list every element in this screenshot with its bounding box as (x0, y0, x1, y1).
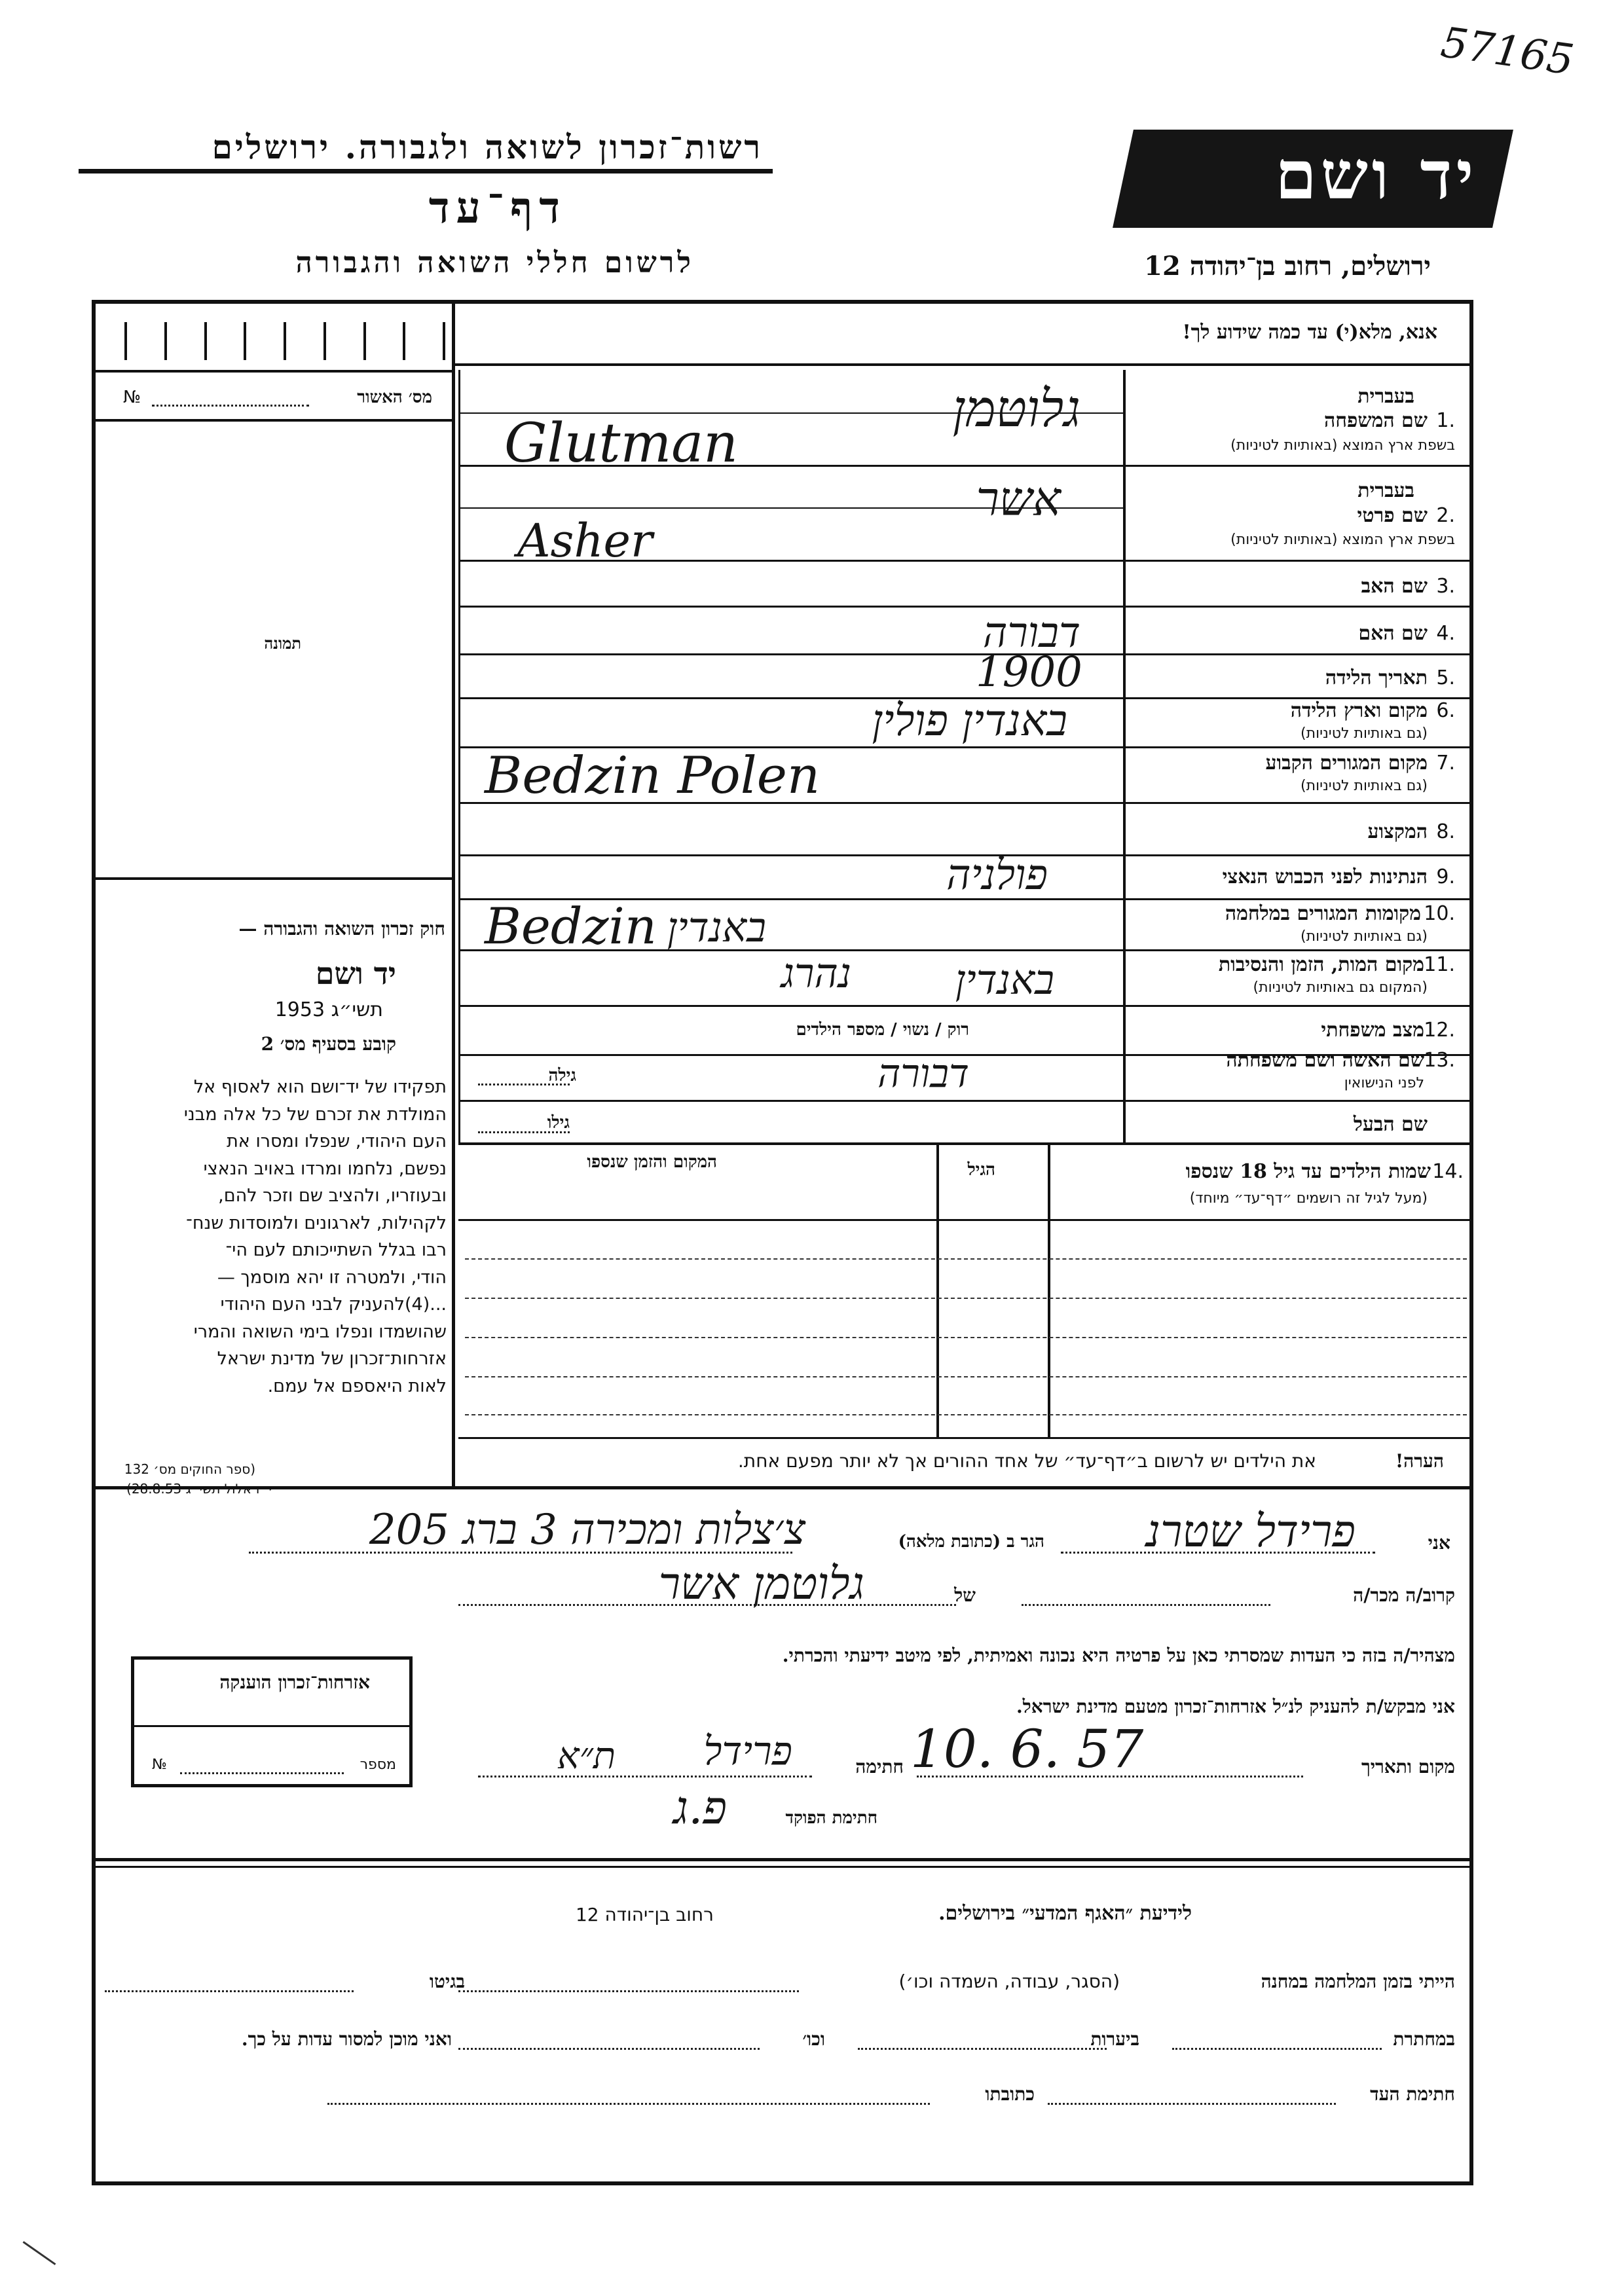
yad-vashem-address: ירושלים, רחוב בן־יהודה 12 (1144, 251, 1431, 282)
hw-death-place: באנדין (955, 956, 1054, 1004)
hw-wife: דבורה (877, 1051, 969, 1097)
children-row[interactable] (465, 1258, 1467, 1260)
decl-place-date-label: מקום ותאריך (1361, 1756, 1455, 1777)
field-1-hebrew-tag: בעברית (1357, 385, 1414, 408)
field-11-sub: (המקום גם באותיות לטיניות) (1253, 979, 1428, 996)
law-text-block (93, 1074, 447, 1400)
hw-place: ת״א (557, 1735, 616, 1777)
field-7-number: 7. (1436, 752, 1455, 774)
note-text: את הילדים יש לרשום ב״דף־עד״ של אחד ההורים אך לא יותר מפעם אחת. (737, 1450, 1316, 1472)
decl-of-label: של (954, 1584, 976, 1606)
field-9-label: הנתינות לפני הכבוש הנאצי (1222, 866, 1428, 888)
children-divider-2 (1048, 1142, 1050, 1437)
decl-i-label: אני (1428, 1532, 1450, 1554)
field-3-number: 3. (1436, 575, 1455, 598)
hw-date: 10. 6. 57 (910, 1719, 1144, 1779)
citizenship-field[interactable] (180, 1772, 344, 1774)
children-header-sub: (מעל לגיל זה רושמים ״דף־עד״ מיוחד) (1189, 1190, 1428, 1207)
field-4-label: שם האם (1358, 622, 1428, 645)
left-column-divider (452, 300, 455, 1486)
children-header-names: שמות הילדים עד גיל 18 שנספו (1185, 1160, 1431, 1183)
document-number: 57165 (1437, 18, 1577, 85)
wife-age-field[interactable] (478, 1084, 570, 1085)
children-header-place: המקום והזמן שנספו (587, 1152, 717, 1172)
children-bottom-rule (458, 1437, 1473, 1439)
field-3-label: שם האב (1361, 575, 1428, 598)
footer-line2-etc: וכו׳ (802, 2028, 825, 2050)
decl-signature-field[interactable] (478, 1776, 812, 1777)
org-underline (79, 169, 773, 173)
footer-address-field[interactable] (327, 2103, 930, 2105)
hw-mother: דבורה (982, 609, 1080, 657)
footer-etc-field[interactable] (458, 2048, 760, 2050)
footer-line1-end: בגיטו (429, 1971, 465, 1992)
decl-request: אני מבקש/ת להעניק לנ״ל אזרחות־זכרון מטעם מדינת ישראל. (1016, 1696, 1455, 1717)
hw-relative-of: גלוטמן אשר (658, 1558, 864, 1610)
law-line: העם היהודי, שנפלו ומסרו את (227, 1131, 447, 1152)
footer-line2-mid: ביערות (1090, 2028, 1139, 2050)
footer-line1-start: הייתי בזמן המלחמה במחנה (1261, 1971, 1455, 1992)
law-title: חוק זכרון השואה והגבורה — (238, 918, 445, 939)
instruction-text: אנא, מלא(י) עד כמה שידוע לך! (1182, 321, 1437, 344)
decl-signature-label: חתימה (855, 1756, 904, 1777)
field-10-label: מקומות המגורים במלחמה (1225, 902, 1421, 925)
husband-label: שם הבעל (1353, 1113, 1428, 1136)
field-5-number: 5. (1436, 666, 1455, 689)
field-6-label: מקום וארץ הלידה (1290, 699, 1428, 722)
law-line: לקהילות, לארגונים ולמוסדות שנח־ (186, 1212, 447, 1233)
children-number: 14. (1432, 1160, 1464, 1183)
hw-death-detail: נהרג (781, 949, 851, 997)
photo-bottom-rule (92, 877, 452, 880)
decl-residing-label: הגר ב (כתובת מלאה) (898, 1532, 1044, 1552)
form-subtitle: לרשום חללי השואה והגבורה (295, 246, 694, 280)
decl-relative-label: קרוב/ה מכר/ה (1353, 1584, 1455, 1606)
row-line (458, 1142, 1473, 1145)
instruction-rule (452, 363, 1473, 366)
decl-clerk-label: חתימת הפוקד (785, 1808, 877, 1828)
decl-statement: מצהיר/ה בזה כי העדות שמסרתי כאן על פרטיה היא נכונה ואמיתית, לפי מיטב ידיעתי והכרתי. (782, 1645, 1455, 1666)
note-bottom-rule (92, 1486, 1473, 1489)
citizenship-number-label: מספר (360, 1757, 396, 1773)
footer-line2-end: ואני מוכן למסור עדות על כך. (241, 2028, 452, 2050)
hw-residence-latin: Bedzin Polen (485, 746, 821, 805)
law-line: שהושמדו ונפלו בימי השואה והמרי (193, 1321, 447, 1342)
law-line: תפקידו של יד־ושם הוא לאסוף אל (193, 1077, 447, 1097)
field-6-sub: (גם באותיות לטיניות) (1301, 725, 1428, 742)
field-4-number: 4. (1436, 622, 1455, 645)
approval-bottom-rule (92, 419, 452, 422)
field-6-number: 6. (1436, 699, 1455, 722)
law-name: יד ושם (315, 956, 396, 991)
row-line (458, 606, 1473, 608)
field-10-sub: (גם באותיות לטיניות) (1301, 928, 1428, 945)
children-row[interactable] (465, 1337, 1467, 1338)
field-2-label: שם פרטי (1357, 504, 1428, 527)
approval-no-sign: № (122, 388, 141, 407)
row-line (458, 1005, 1473, 1007)
field-7-label: מקום המגורים הקבוע (1265, 752, 1428, 774)
footer-underground-field[interactable] (1172, 2048, 1382, 2050)
org-name: רשות־זכרון לשואה ולגבורה. ירושלים (212, 128, 763, 166)
citizenship-no-sign: № (152, 1757, 167, 1773)
approval-boxes (124, 322, 445, 360)
hw-war-residence-hebrew: באנדין (667, 903, 766, 951)
field-1-label: שם המשפחה (1323, 409, 1428, 432)
footer-rule-2 (92, 1866, 1473, 1868)
field-12-label: מצב משפחתי (1321, 1019, 1424, 1042)
law-line: המולדת את זכרם של כל אלה מבני (183, 1104, 447, 1125)
children-header-age: הגיל (967, 1160, 995, 1180)
citizenship-title: אזרחות־זכרון הוענקה (219, 1671, 370, 1693)
field-10-number: 10. (1424, 902, 1455, 925)
field-13-sub: לפני הנישואין (1344, 1075, 1424, 1091)
footer-line1-paren: (הסגר, עבודה, השמדה וכו׳) (898, 1971, 1120, 1992)
field-2-hebrew-tag: בעברית (1357, 479, 1414, 502)
photo-label: תמונה (264, 634, 301, 653)
hw-birth-place: באנדין פולין (872, 695, 1067, 746)
yad-vashem-logo (1113, 130, 1513, 228)
law-line: לאות היאספם אל עמם. (267, 1376, 447, 1396)
field-13-label: שם האשה ושם משפחתה (1226, 1049, 1424, 1072)
approval-rule (92, 370, 452, 373)
field-2-sub: בשפת ארץ המוצא (באותיות לטיניות) (1230, 532, 1455, 548)
approval-label: מס׳ האשור (357, 388, 432, 407)
law-line: אזרחות־זכרון של מדינת ישראל (217, 1349, 447, 1369)
field-12-number: 12. (1424, 1019, 1455, 1042)
form-title: דף־עד (428, 182, 566, 233)
approval-field[interactable] (152, 405, 309, 407)
hw-family-hebrew: גלוטמן (952, 380, 1080, 439)
husband-age-field[interactable] (478, 1131, 570, 1133)
field-8-label: המקצוע (1367, 820, 1428, 843)
law-section: קובע בסעיף מס׳ 2 (261, 1033, 396, 1055)
citizenship-box (131, 1656, 413, 1787)
footer-forests-field[interactable] (858, 2048, 1107, 2050)
law-line: ובעוזריו, ולהציב שם וזכר להם, (218, 1186, 447, 1206)
hw-war-residence-latin: Bedzin (485, 897, 657, 955)
children-divider-1 (936, 1142, 939, 1437)
wife-age-label: גילה (548, 1066, 576, 1085)
footer-title-1: לידיעת ״האגף המדעי״ בירושלים. (938, 1902, 1192, 1925)
field-1-sub: בשפת ארץ המוצא (באותיות לטיניות) (1230, 437, 1455, 454)
hw-birth-year: 1900 (976, 648, 1082, 697)
law-line: רבו בגלל השתייכותם לעם הי־ (225, 1240, 447, 1260)
children-row[interactable] (465, 1414, 1467, 1415)
field-12-options: רוק / נשוי / מספר הילדים (796, 1020, 969, 1040)
footer-camp-field[interactable] (458, 1990, 799, 1992)
field-1-number: 1. (1436, 409, 1455, 432)
children-row[interactable] (465, 1376, 1467, 1377)
hw-family-latin: Glutman (504, 412, 738, 475)
fields-divider-right (1123, 370, 1126, 1144)
law-line: הודי, ולמטרה זו יהא מוסמך — (217, 1267, 447, 1288)
row-line (458, 653, 1473, 655)
law-line: ...(4)להעניק לבני העם היהודי (220, 1294, 447, 1315)
footer-line2-start: במחתרת (1393, 2028, 1455, 2050)
field-9-number: 9. (1436, 866, 1455, 888)
husband-age-label: גילו (547, 1113, 570, 1133)
row-line (458, 1100, 1473, 1102)
logo-text: יד ושם (1274, 136, 1478, 215)
hw-witness-address: צ׳צלות ומכירה 3 ברג 205 (369, 1506, 805, 1554)
hw-citizenship: פולניה (946, 851, 1048, 900)
children-header-rule (458, 1219, 1473, 1221)
note-label: הערה! (1395, 1450, 1444, 1472)
footer-witness-sig-field[interactable] (1048, 2103, 1336, 2105)
hw-first-latin: Asher (517, 514, 653, 568)
field-13-number: 13. (1424, 1049, 1455, 1072)
field-11-label: מקום המות, הזמן והנסיבות (1218, 953, 1424, 976)
footer-line3-start: חתימת העד (1370, 2083, 1455, 2105)
fields-divider-left (458, 370, 460, 1144)
citizenship-rule (134, 1725, 409, 1727)
hw-clerk-signature: פ.ג (673, 1781, 727, 1834)
field-5-label: תאריך הלידה (1325, 666, 1428, 689)
footer-rule-1 (92, 1858, 1473, 1861)
hw-first-hebrew: אשר (976, 471, 1061, 526)
hw-signature: פרידל (703, 1728, 792, 1774)
law-year: תשי״ג 1953 (274, 998, 383, 1021)
field-7-sub: (גם באותיות לטיניות) (1301, 778, 1428, 794)
decl-relative-field[interactable] (1022, 1604, 1270, 1606)
law-ref-1: (ספר החוקים מס׳ 132 (124, 1461, 255, 1477)
law-line: נפשם, נלחמו ומרדו באויב הנאצי (203, 1158, 447, 1179)
footer-ghetto-field[interactable] (105, 1990, 354, 1992)
footer-title-2: רחוב בן־יהודה 12 (575, 1904, 714, 1925)
scan-mark (23, 2241, 56, 2265)
footer-line3-mid: כתובתו (985, 2083, 1035, 2105)
hw-witness-name: פרידל שטרנ (1145, 1506, 1356, 1558)
children-row[interactable] (465, 1298, 1467, 1299)
field-2-number: 2. (1436, 504, 1455, 527)
field-8-number: 8. (1436, 820, 1455, 843)
field-11-number: 11. (1424, 953, 1455, 976)
